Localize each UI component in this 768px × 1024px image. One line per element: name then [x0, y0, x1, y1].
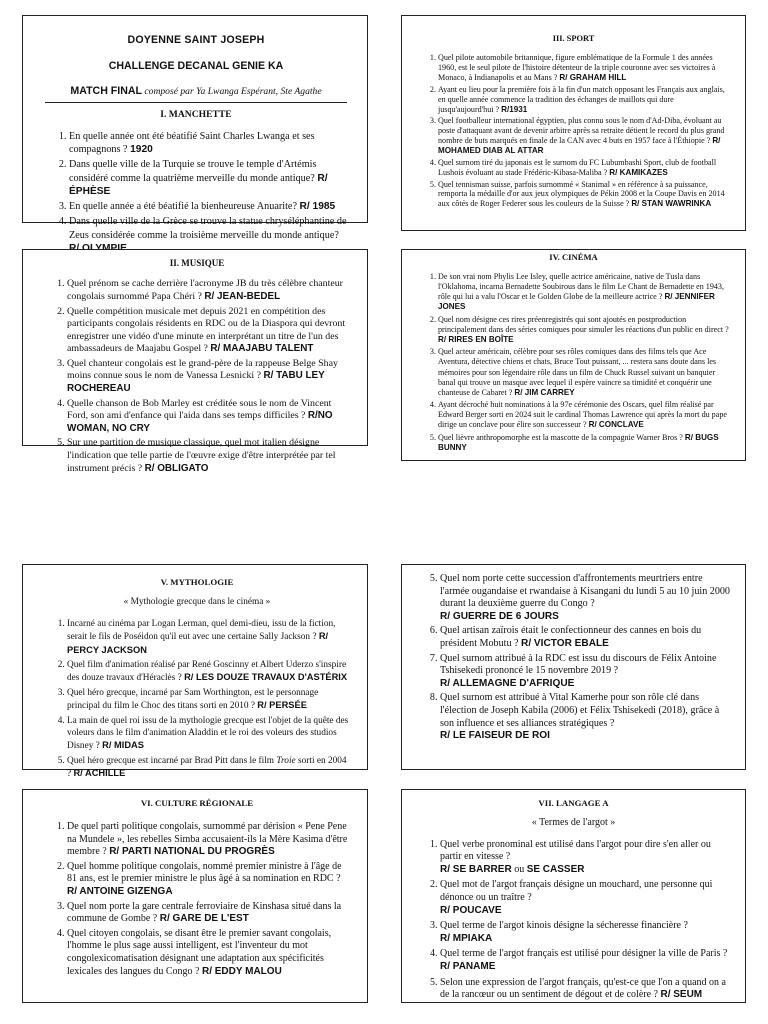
section-title: III. SPORT	[552, 34, 595, 43]
question-item: 5. Quel lièvre anthropomorphe est la mascotte de la compagnie Warner Bros ? R/ BUGS BUNNY	[438, 433, 731, 453]
question-item: 4. Quel surnom tiré du japonais est le surnom du FC Lubumbashi Sport, club de football Lushois évoluant au stade Frédéric-Kibasa-Maliba ? R/ KAMIKAZES	[438, 158, 731, 178]
question-item: 2. Quelle compétition musicale met depuis 2021 en compétition des participants congolais résidents en RDC ou de la Diaspora qui devront enregistrer une vidéo d'une minute en interprétant un titre de l'un des ambassadeurs de Maajabu Gospel ? R/ MAAJABU TALENT	[67, 306, 349, 356]
question-list	[416, 839, 731, 1002]
question-list	[416, 573, 731, 743]
section-title: VI. CULTURE RÉGIONALE	[140, 798, 254, 808]
question-item: 3. Quel terme de l'argot kinois désigne la sécheresse financière ? R/ MPIAKA	[440, 920, 731, 945]
question-item: 4. Quel citoyen congolais, se disant être le premier savant congolais, l'homme le plus sage aussi intelligent, est l'inventeur du mot congolexicomatisation désignant une adaptation aux spécificités lexicales des langues du Congo ? R/ EDDY MALOU	[67, 928, 349, 978]
section-subtitle: « Termes de l'argot »	[531, 817, 616, 829]
question-item: 4. Quelle chanson de Bob Marley est créditée sous le nom de Vincent Ford, son ami d'enfance qui l'aida dans ses temps difficiles ? R/NO WOMAN, NO CRY	[67, 398, 349, 436]
section-title: IV. CINÉMA	[549, 252, 598, 262]
card-manchette	[22, 15, 368, 241]
question-item: 5. Quel nom porte cette succession d'affrontements meurtriers entre l'armée ougandaise et rwandaise à Kisangani du lundi 5 au 10 juin 2000 durant la deuxième guerre du Congo ? R/ GUERRE DE 6 JOURS	[440, 573, 731, 623]
question-item: 2. Quel nom désigne ces rires préenregistrés qui sont ajoutés en postproduction principalement dans des séries comiques pour simuler les réactions d'un public en direct ? R/ RIRES EN BOÎTE	[438, 315, 731, 346]
card-culture	[22, 789, 368, 1003]
section-title: VII. LANGAGE A	[538, 798, 609, 808]
question-item: 1. Incarné au cinéma par Logan Lerman, quel demi-dieu, issu de la fiction, serait le fils de Poséidon qu'il eut avec une certaine Sally Jackson ? R/ PERCY JACKSON	[67, 618, 349, 657]
section-subtitle: « Mythologie grecque dans le cinéma »	[123, 596, 271, 607]
divider	[45, 102, 347, 103]
question-item: 1. Quel verbe pronominal est utilisé dans l'argot pour dire s'en aller ou partir en vitesse ? R/ SE BARRER ou SE CASSER	[440, 839, 731, 877]
question-list	[45, 130, 347, 255]
question-item: 2. Quel film d'animation réalisé par René Goscinny et Albert Uderzo s'inspire des douze travaux d'Héraclès ? R/ LES DOUZE TRAVAUX D'ASTÉRIX	[67, 659, 349, 685]
question-item: 2. Ayant eu lieu pour la première fois à la fin d'un match opposant les Français aux anglais, en quelle année commence la tradition des échanges de maillots qui dure jusqu'aujourd'hui ? R/1931	[438, 85, 731, 115]
question-item: 4. La main de quel roi issu de la mythologie grecque est l'objet de la quête des voleurs dans le film d'animation Aladdin et le roi des voleurs des studios Disney ? R/ MIDAS	[67, 715, 349, 753]
question-item: 3. Quel chanteur congolais est le grand-père de la rappeuse Belge Shay moins connue sous le nom de Vanessa Lesnicki ? R/ TABU LEY ROCHEREAU	[67, 358, 349, 396]
org-title: DOYENNE SAINT JOSEPH	[127, 34, 265, 46]
question-item: 3. Quel héro grecque, incarné par Sam Worthington, est le personnage principal du film le Choc des titans sorti en 2010 ? R/ PERSÉE	[67, 687, 349, 713]
question-item: 5. Sur une partition de musique classique, quel mot italien désigne l'indication que telle partie de l'œuvre exige d'être interprétée par tel instrument précis ? R/ OBLIGATO	[67, 437, 349, 475]
question-item: 2. Quel mot de l'argot français désigne un mouchard, une personne qui dénonce ou un traître ? R/ POUCAVE	[440, 879, 731, 917]
match-line	[45, 85, 347, 99]
question-item: 3. En quelle année a été béatifié la bienheureuse Anuarite? R/ 1985	[69, 200, 347, 213]
question-item: 5. Selon une expression de l'argot français, qu'est-ce que l'on a quand on a de la rancœur ou un sentiment de dégout et de colère ? R/ SEUM	[440, 977, 731, 1002]
card-continuation	[401, 564, 746, 770]
question-item: 2. Dans quelle ville de la Turquie se trouve le temple d'Artémis considéré comme la quatrième merveille du monde antique? R/ ÉPHÈSE	[69, 158, 347, 198]
question-item: 3. Quel footballeur international égyptien, plus connu sous le nom d'Ad-Diba, évoluant au poste d'attaquant avant de devenir arbitre après sa retraite détient le record du plus grand nombre de buts marqués en finale de la CAN avec 4 buts en 1957 face à l'Éthiopie ? R/ MOHAMED DIAB AL ATTAR	[438, 116, 731, 155]
event-title: CHALLENGE DECANAL GENIE KA	[108, 59, 284, 72]
card-cinema	[401, 249, 746, 461]
section-title: I. MANCHETTE	[160, 109, 232, 121]
question-item: 4. Ayant décroché huit nominations à la 97e cérémonie des Oscars, quel film réalisé par Edward Berger sorti en 2024 suit le cardinal Thomas Lawrence qui après la mort du pape dirige un conclave pour élire son successeur ? R/ CONCLAVE	[438, 400, 731, 431]
question-item: 1. De son vrai nom Phylis Lee Isley, quelle actrice américaine, native de Tusla dans l'Oklahoma, incarna Bernadette Soubirous dans le film Le Chant de Bernadette en 1943, rôle qui lui a valu l'Oscar et le Golden Globe de la meilleure actrice ? R/ JENNIFER JONES	[438, 272, 731, 313]
question-list	[45, 821, 349, 978]
question-item: 1. De quel parti politique congolais, surnommé par dérision « Pene Pene na Mundele », les rebelles Simba accusaient-ils la Mère Kasima d'être membre ? R/ PARTI NATIONAL DU PROGRÈS	[67, 821, 349, 859]
question-item: 1. Quel prénom se cache derrière l'acronyme JB du très célèbre chanteur congolais surnommé Papa Chéri ? R/ JEAN-BEDEL	[67, 278, 349, 303]
card-mythologie	[22, 564, 368, 779]
question-list	[45, 618, 349, 780]
question-list	[416, 272, 731, 453]
question-item: 7. Quel surnom attribué à la RDC est issu du discours de Félix Antoine Tshisekedi prononcé le 15 novembre 2019 ? R/ ALLEMAGNE D'AFRIQUE	[440, 653, 731, 691]
question-item: 3. Quel acteur américain, célèbre pour ses rôles comiques dans des films tels que Ace Aventura, détective chiens et chats, Bruce Tout puissant, ... restera sans doute dans les mémoires pour son légendaire rôle dans un film de Chuck Russel suivant un banquier banal qui trouve un masque avec lequel il espère vaincre sa timidité et conquérir une chanteuse de Cabaret ? R/ JIM CARREY	[438, 347, 731, 398]
card-musique	[22, 249, 368, 474]
card-sport	[401, 15, 746, 231]
question-item: 1. En quelle année ont été béatifié Saint Charles Lwanga et ses compagnons ? 1920	[69, 130, 347, 157]
question-item: 1. Quel pilote automobile britannique, figure emblématique de la Formule 1 des années 1960, est le seul pilote de l'histoire détenteur de la triple couronne avec ses victoires à Monaco, à Indianapolis et au Mans ? R/ GRAHAM HILL	[438, 53, 731, 83]
question-item: 5. Quel tennisman suisse, parfois surnommé « Stanimal » en référence à sa puissance, remporta la médaille d'or aux jeux olympiques de Pékin 2008 et la Coupe Davis en 2014 aux côtés de Roger Federer sous les couleurs de la Suisse ? R/ STAN WAWRINKA	[438, 180, 731, 210]
match-label: MATCH FINAL	[70, 84, 142, 97]
section-title: V. MYTHOLOGIE	[160, 577, 234, 587]
question-item: 6. Quel artisan zaïrois était le confectionneur des cannes en bois du président Mobutu ? R/ VICTOR EBALE	[440, 625, 731, 650]
question-list	[45, 278, 349, 475]
section-title: II. MUSIQUE	[169, 258, 225, 268]
question-item: 4. Dans quelle ville de la Grèce se trouve la statue chryséléphantine de Zeus considérée comme la troisième merveille du monde antique?	[69, 215, 347, 255]
question-item: 8. Quel surnom est attribué à Vital Kamerhe pour son rôle clé dans l'élection de Joseph Kabila (2006) et Félix Tshisekedi (2018), grâce à son influence et ses alliances stratégiques ? R/ LE FAISEUR DE ROI	[440, 692, 731, 742]
question-item: 3. Quel nom porte la gare centrale ferroviaire de Kinshasa situé dans la commune de Gombe ? R/ GARE DE L'EST	[67, 901, 349, 926]
question-list	[416, 53, 731, 209]
question-item: 2. Quel homme politique congolais, nommé premier ministre à l'âge de 81 ans, est le premier ministre le plus âgé à sa nomination en RDC ? R/ ANTOINE GIZENGA	[67, 861, 349, 899]
question-item: 4. Quel terme de l'argot français est utilisé pour désigner la ville de Paris ? R/ PANAME	[440, 948, 731, 973]
question-item: 5. Quel héro grecque est incarné par Brad Pitt dans le film Troie sorti en 2004 ? R/ ACHILLE	[67, 755, 349, 781]
card-langage	[401, 789, 746, 1003]
composer-credit: composé par Ya Lwanga Espérant, Ste Agathe	[141, 85, 322, 97]
